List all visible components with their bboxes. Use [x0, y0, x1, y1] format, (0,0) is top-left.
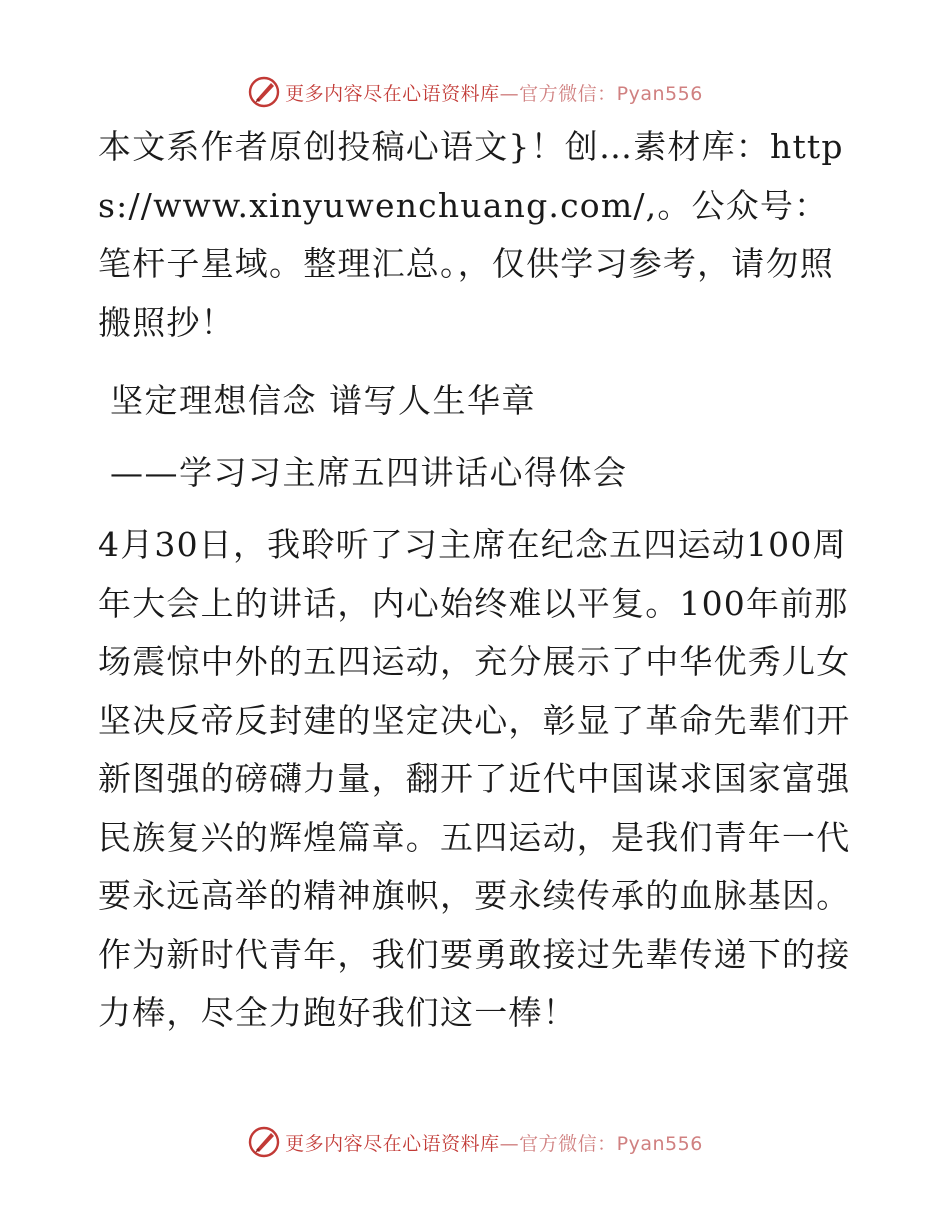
- article-paragraph: 4月30日，我聆听了习主席在纪念五四运动100周年大会上的讲话，内心始终难以平复。100年前那场震惊中外的五四运动，充分展示了中华优秀儿女坚决反帝反封建的坚定决心，彰显了革命先辈们开新图强的磅礴力量，翻开了近代中国谋求国家富强民族复兴的辉煌篇章。五四运动，是我们青年一代要永远高举的精神旗帜，要永续传承的血脉基因。作为新时代青年，我们要勇敢接过先辈传递下的接力棒，尽全力跑好我们这一棒！: [98, 525, 851, 1032]
- watermark-text-main: 更多内容尽在心语资料库: [285, 82, 500, 105]
- quill-pen-logo-icon: [247, 1125, 281, 1159]
- quill-pen-logo-icon: [247, 75, 281, 109]
- watermark-text-main: 更多内容尽在心语资料库: [285, 1132, 500, 1155]
- article-title: 坚定理想信念 谱写人生华章: [110, 381, 536, 420]
- article-subtitle: ——学习习主席五四讲话心得体会: [110, 453, 628, 492]
- watermark-text: [285, 1129, 703, 1156]
- document-body: [98, 118, 858, 1043]
- watermark-text-tail: —官方微信：Pyan556: [499, 1132, 703, 1155]
- watermark-group: [247, 1125, 703, 1159]
- footer-watermark: [0, 1122, 950, 1162]
- watermark-group: [247, 75, 703, 109]
- copyright-notice: 本文系作者原创投稿心语文}！创…素材库：https://www.xinyuwenchuang.com/,。公众号：笔杆子星域。整理汇总。，仅供学习参考，请勿照搬照抄！: [98, 127, 844, 342]
- watermark-text: [285, 79, 703, 106]
- header-watermark: [0, 72, 950, 112]
- watermark-text-tail: —官方微信：Pyan556: [499, 82, 703, 105]
